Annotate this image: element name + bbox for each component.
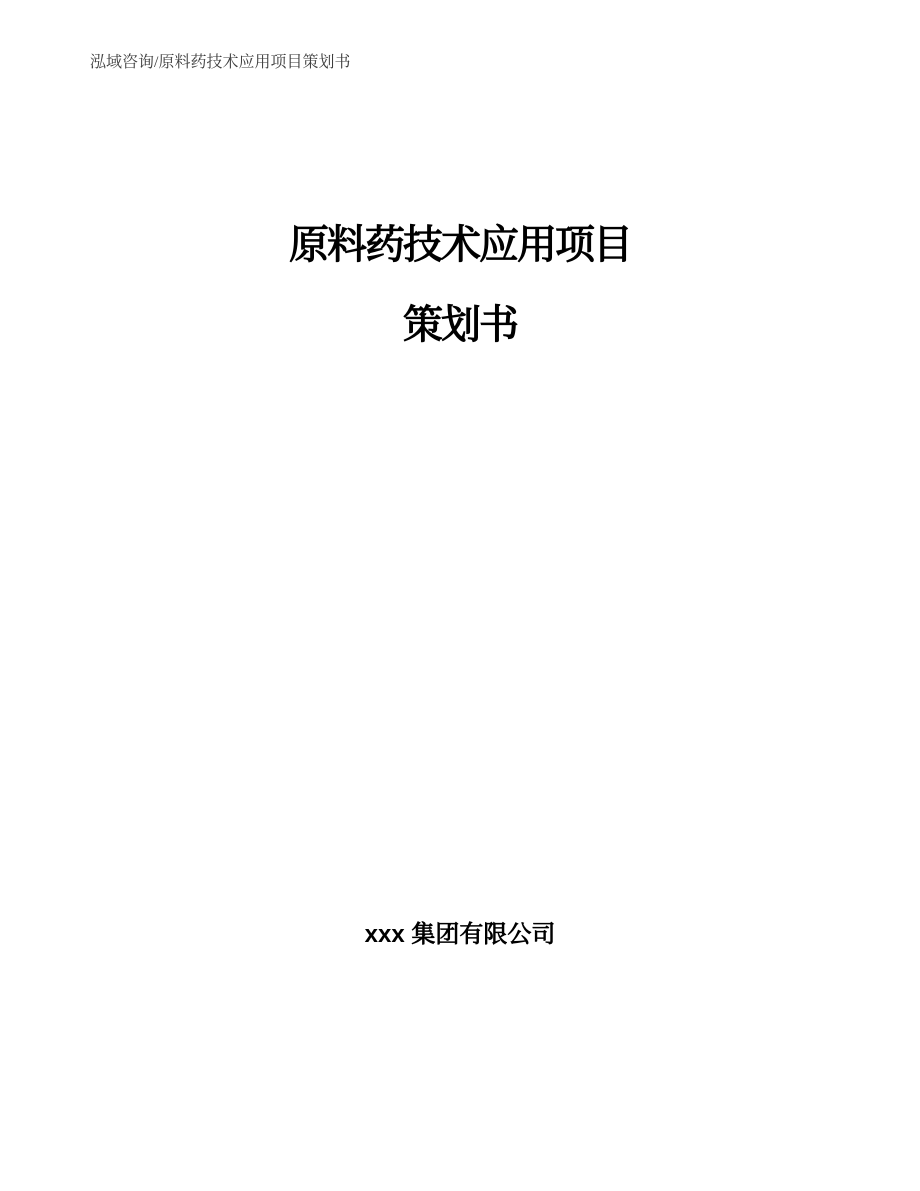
cover-title (0, 205, 920, 365)
title-line-2: 策划书 (403, 303, 517, 347)
page-header (90, 52, 350, 74)
company-name: xxx 集团有限公司 (364, 921, 556, 948)
title-line-1: 原料药技术应用项目 (289, 223, 631, 267)
header-text: 泓域咨询/原料药技术应用项目策划书 (90, 54, 351, 71)
